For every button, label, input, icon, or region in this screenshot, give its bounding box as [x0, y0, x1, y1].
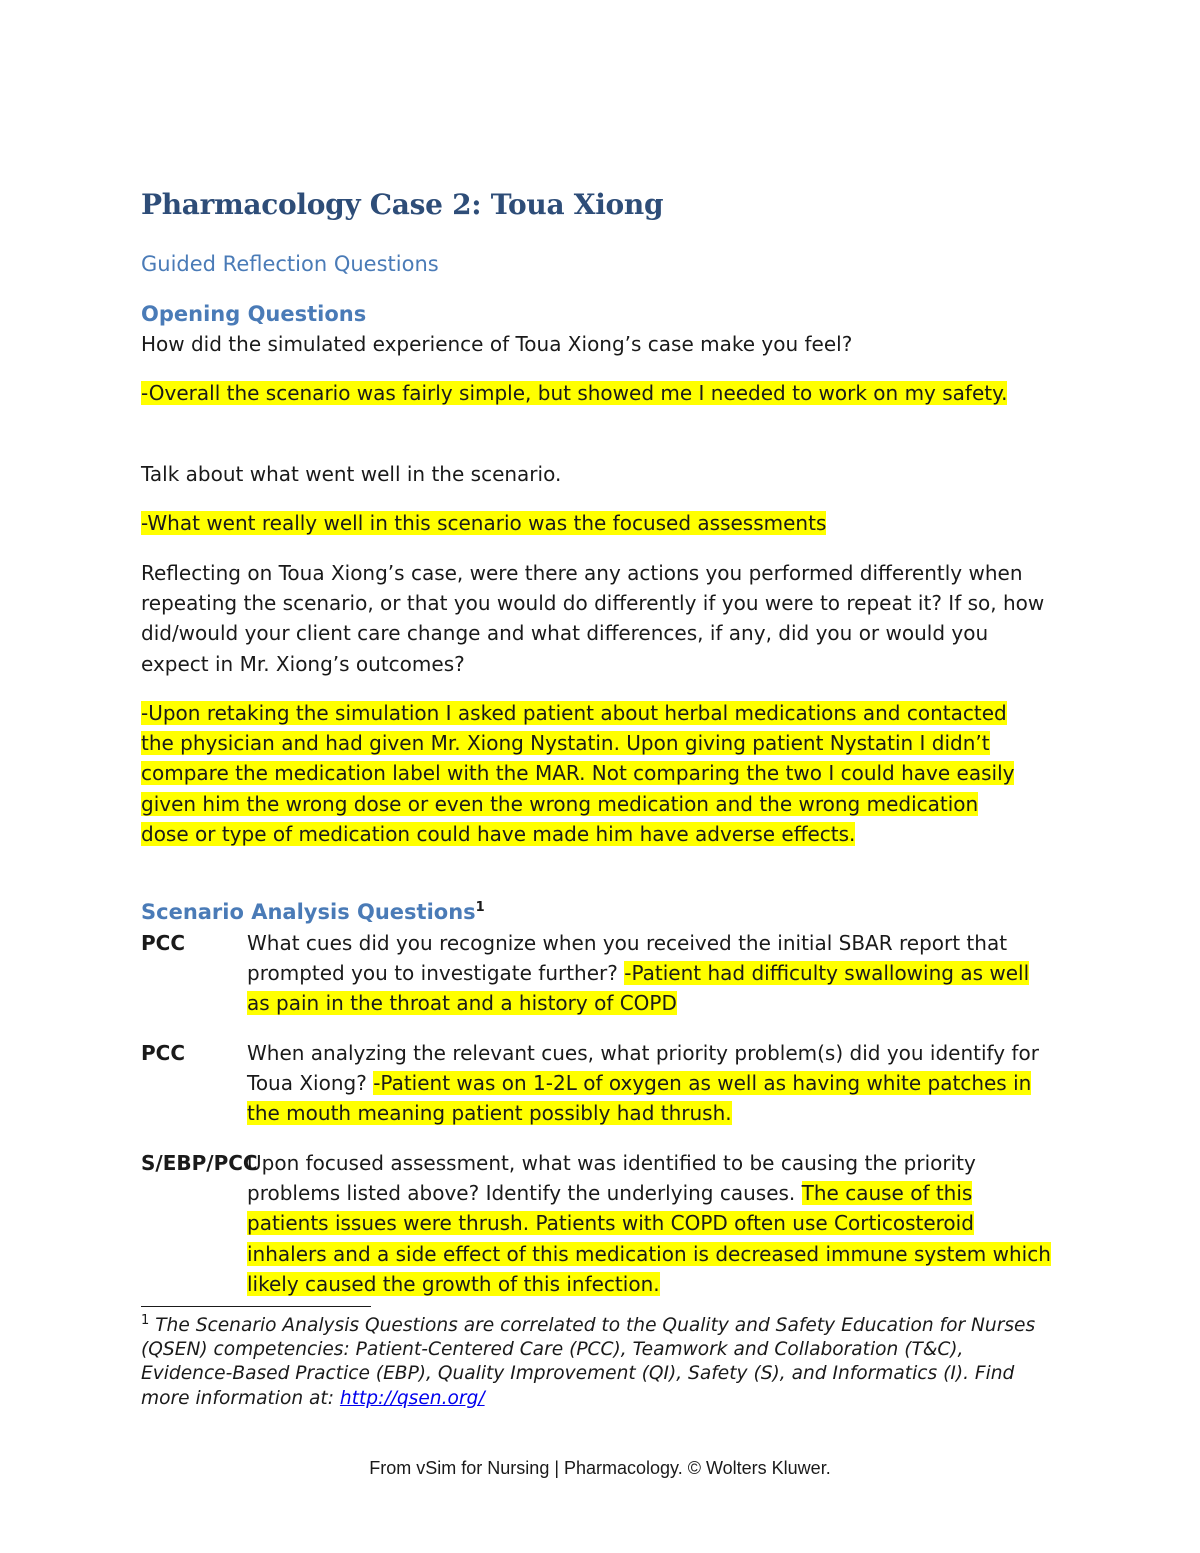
answer-went-well — [141, 508, 1056, 538]
scenario-answer: -Patient had difficulty swallowing as well as pain in the throat and a history of COPD — [247, 961, 1030, 1016]
scenario-answer: The cause of this patients issues were thrush. Patients with COPD often use Corticosteroid inhalers and a side effect of this medication is decreased immune system which likely caused the growth of this infection. — [247, 1181, 1051, 1296]
scenario-item-text — [247, 928, 1052, 1019]
answer-feel-text: -Overall the scenario was fairly simple, but showed me I needed to work on my safety. — [141, 381, 1008, 405]
scenario-analysis-heading — [141, 900, 485, 924]
competency-label: PCC — [141, 931, 186, 955]
footnote-divider — [141, 1306, 371, 1307]
scenario-question: Upon focused assessment, what was identified to be causing the priority problems listed above? Identify the underlying causes. — [247, 1151, 976, 1206]
question-went-well: Talk about what went well in the scenario. — [141, 462, 562, 486]
page-footer: From vSim for Nursing | Pharmacology. © Wolters Kluwer. — [369, 1458, 831, 1478]
guided-reflection-heading: Guided Reflection Questions — [141, 252, 439, 276]
scenario-question: When analyzing the relevant cues, what priority problem(s) did you identify for Toua Xiong? — [247, 1041, 1039, 1096]
footnote-text: The Scenario Analysis Questions are correlated to the Quality and Safety Education for Nurses (QSEN) competencies: Patient-Centered Care (PCC), Teamwork and Collaboration (T&C), Evidence-Based Practice (EBP), Quality Improvement (QI), Safety (S), and Informatics (I). Find more information at: — [141, 1315, 1036, 1409]
page-title: Pharmacology Case 2: Toua Xiong — [141, 188, 664, 221]
qsen-link[interactable]: http://qsen.org/ — [339, 1387, 485, 1409]
scenario-item-text — [247, 1148, 1052, 1299]
competency-label: S/EBP/PCC — [141, 1151, 258, 1175]
answer-reflecting — [141, 698, 1031, 849]
footnote — [141, 1314, 1046, 1411]
answer-reflecting-text: -Upon retaking the simulation I asked patient about herbal medications and contacted the physician and had given Mr. Xiong Nystatin. Upon giving patient Nystatin I didn’t compare the medication label with the MAR. Not comparing the two I could have easily given him the wrong dose or even the wrong medication and the wrong medication dose or type of medication could have made him have adverse effects. — [141, 701, 1015, 846]
competency-label: PCC — [141, 1041, 186, 1065]
scenario-question: What cues did you recognize when you received the initial SBAR report that prompted you to investigate further? — [247, 931, 1008, 986]
footnote-mark: 1 — [141, 1312, 150, 1328]
answer-went-well-text: -What went really well in this scenario was the focused assessments — [141, 511, 827, 535]
scenario-item-text — [247, 1038, 1052, 1129]
scenario-answer: -Patient was on 1-2L of oxygen as well as having white patches in the mouth meaning patient possibly had thrush. — [247, 1071, 1032, 1126]
question-reflecting: Reflecting on Toua Xiong’s case, were there any actions you performed differently when repeating the scenario, or that you would do differently if you were to repeat it? If so, how did/would your client care change and what differences, if any, did you or would you expect in Mr. Xiong’s outcomes? — [141, 561, 1045, 676]
opening-questions-heading: Opening Questions — [141, 302, 367, 326]
scenario-analysis-heading-text: Scenario Analysis Questions — [141, 900, 476, 924]
footnote-reference[interactable]: 1 — [475, 900, 485, 915]
answer-feel — [141, 378, 1021, 408]
question-feel: How did the simulated experience of Toua Xiong’s case make you feel? — [141, 332, 853, 356]
